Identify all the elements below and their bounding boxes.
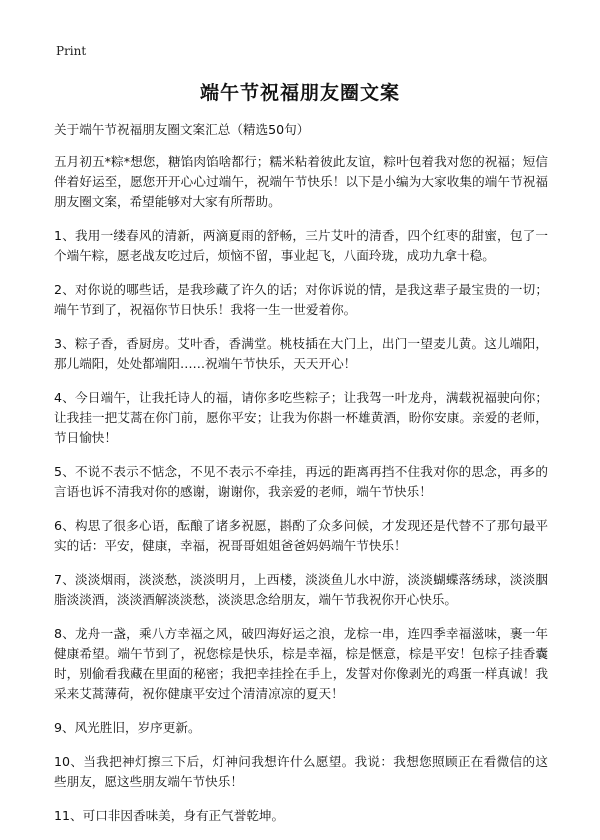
document-title: 端午节祝福朋友圈文案 bbox=[199, 82, 400, 104]
paragraph-3: 3、粽子香，香厨房。艾叶香，香满堂。桃枝插在大门上，出门一望麦儿黄。这儿端阳，那儿端阳，处处都端阳……祝端午节快乐，天天开心！ bbox=[54, 336, 548, 371]
paragraph-5: 5、不说不表示不惦念，不见不表示不牵挂，再远的距离再挡不住我对你的思念，再多的言语也诉不清我对你的感谢，谢谢你，我亲爱的老师，端午节快乐！ bbox=[54, 464, 548, 499]
paragraph-7: 7、淡淡烟雨，淡淡愁，淡淡明月，上西楼，淡淡鱼儿水中游，淡淡蝴蝶落绣球，淡淡胭脂淡淡酒，淡淡酒解淡淡愁，淡淡思念给朋友，端午节我祝你开心快乐。 bbox=[54, 572, 548, 607]
paragraph-6: 6、构思了很多心语，酝酿了诸多祝愿，斟酌了众多问候，才发现还是代替不了那句最平实的话：平安，健康，幸福，祝哥哥姐姐爸爸妈妈端午节快乐！ bbox=[54, 518, 548, 553]
paragraph-9: 9、风光胜旧，岁序更新。 bbox=[54, 720, 201, 735]
paragraph-intro: 五月初五*粽*想您，糖馅肉馅啥都行；糯米粘着彼此友谊，粽叶包着我对您的祝福；短信伴着好运至，愿您开开心心过端午，祝端午节快乐！以下是小编为大家收集的端午节祝福朋友圈文案，希望能够对大家有所帮助。 bbox=[54, 154, 548, 209]
paragraph-8: 8、龙舟一盏，乘八方幸福之风，破四海好运之浪，龙棕一串，连四季幸福滋味，裹一年健康希望。端午节到了，祝您棕是快乐，棕是幸福，棕是惬意，棕是平安！包棕子挂香囊时，别偷看我藏在里面的秘密；我把幸挂拴在手上，发誓对你像剥光的鸡蛋一样真诚！我采来艾蒿薄荷，祝你健康平安过个清清凉凉的夏天！ bbox=[54, 626, 548, 701]
paragraph-2: 2、对你说的哪些话，是我珍藏了许久的话；对你诉说的情，是我这辈子最宝贵的一切；端午节到了，祝福你节日快乐！我将一生一世爱着你。 bbox=[54, 282, 548, 317]
article-body bbox=[54, 152, 548, 840]
paragraph-11: 11、可口非因香味美，身有正气誉乾坤。 bbox=[54, 808, 285, 823]
paragraph-4: 4、今日端午，让我托诗人的福，请你多吃些粽子；让我驾一叶龙舟，满载祝福驶向你；让我挂一把艾蒿在你门前，愿你平安；让我为你斟一杯雄黄酒，盼你安康。亲爱的老师，节日愉快！ bbox=[54, 390, 548, 445]
print-link[interactable]: Print bbox=[56, 44, 87, 58]
intro-text: 关于端午节祝福朋友圈文案汇总（精选50句） bbox=[54, 122, 310, 137]
paragraph-1: 1、我用一缕春风的清新，两滴夏雨的舒畅，三片艾叶的清香，四个红枣的甜蜜，包了一个端午粽，愿老战友吃过后，烦恼不留，事业起飞，八面玲珑，成功九拿十稳。 bbox=[54, 228, 548, 263]
paragraph-10: 10、当我把神灯擦三下后，灯神问我想许什么愿望。我说：我想您照顾正在看微信的这些朋友，愿这些朋友端午节快乐！ bbox=[54, 754, 548, 789]
